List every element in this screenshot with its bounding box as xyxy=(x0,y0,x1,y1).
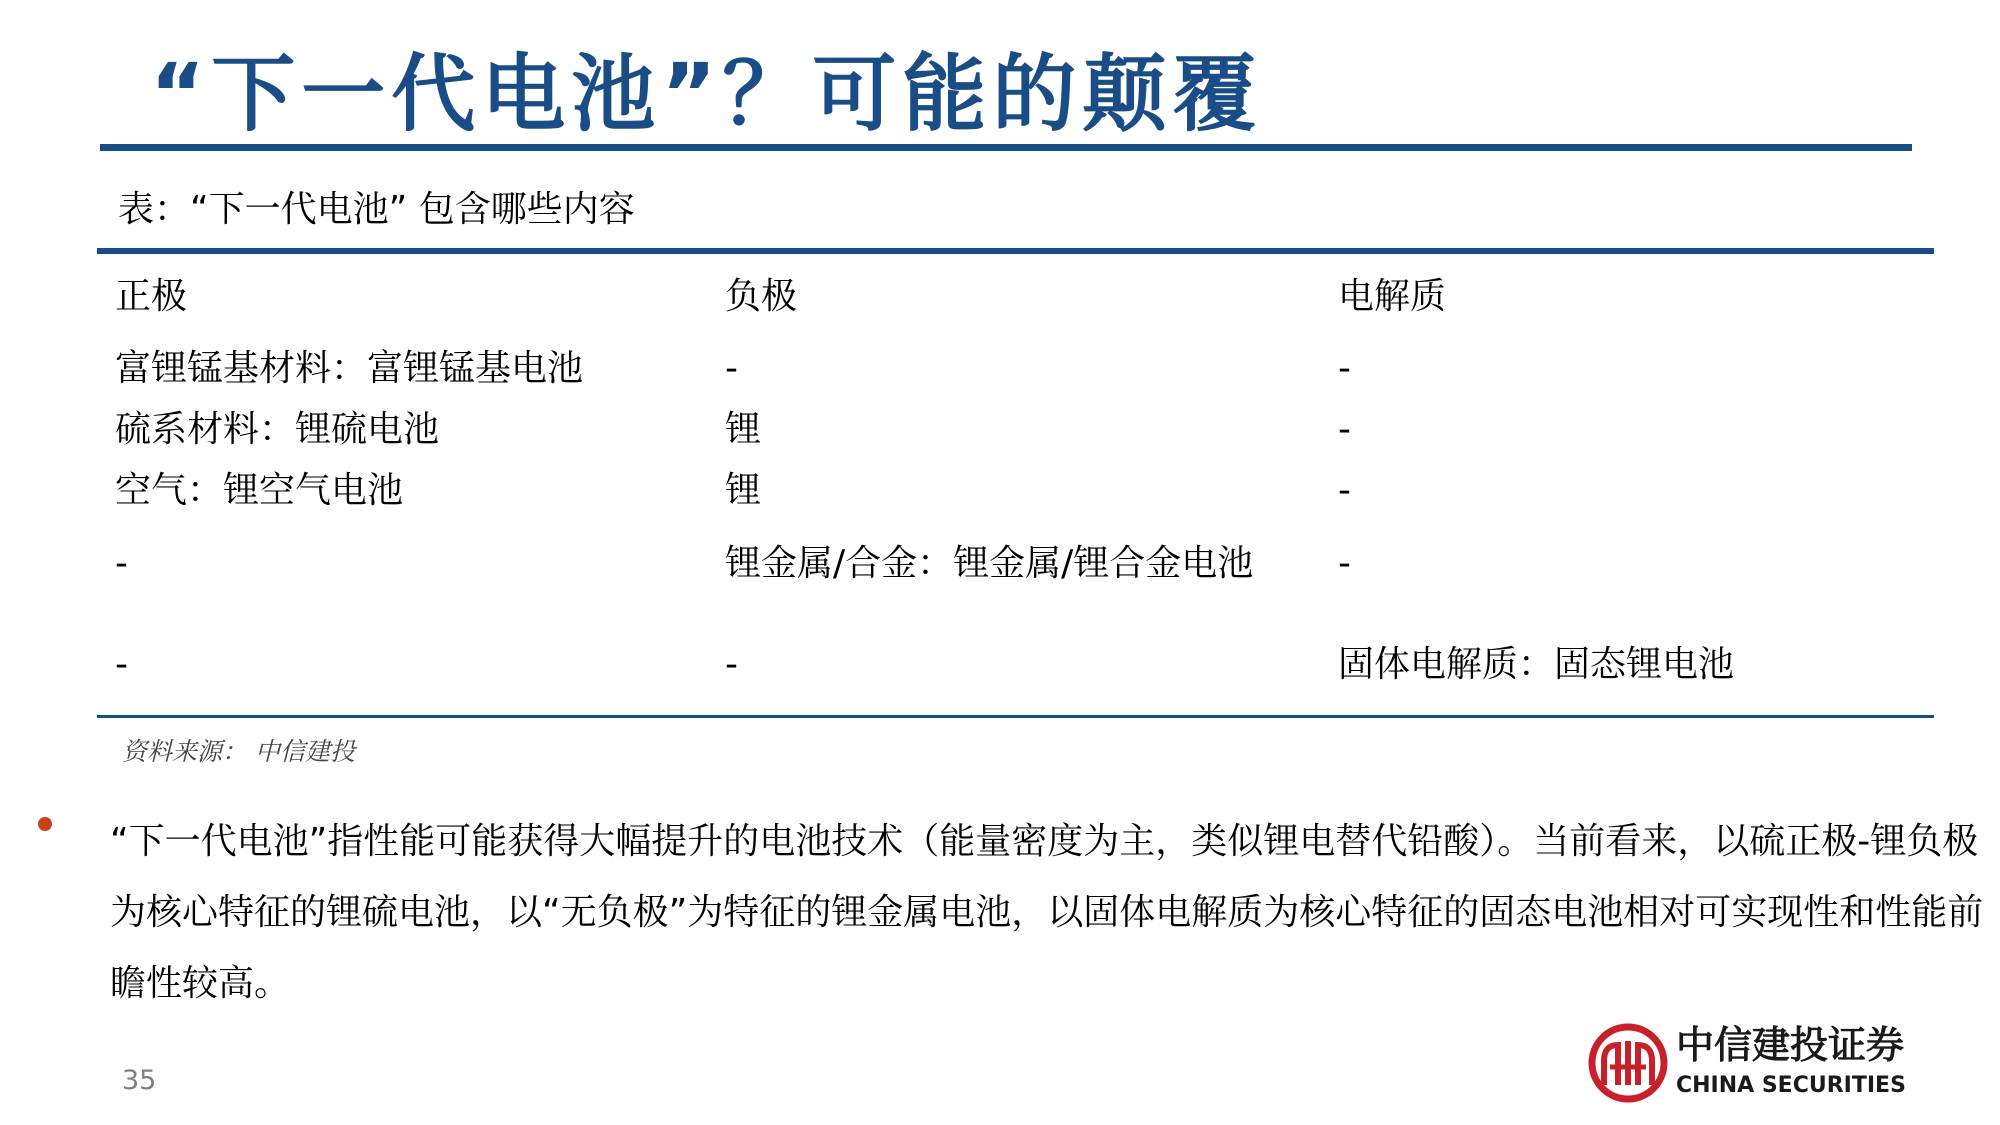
table-cell: - xyxy=(725,644,738,685)
source-note: 资料来源： 中信建投 xyxy=(122,737,355,766)
table-cell: - xyxy=(1338,470,1351,511)
table-cell: 锂 xyxy=(725,409,762,450)
china-securities-logo-mark-icon xyxy=(1588,1023,1668,1103)
table-cell: - xyxy=(725,348,738,389)
table-header-cathode: 正极 xyxy=(115,276,188,317)
table-cell: - xyxy=(115,543,128,584)
page-number: 35 xyxy=(122,1065,157,1096)
table-cell: 空气：锂空气电池 xyxy=(115,470,404,511)
table-cell: 固体电解质：固态锂电池 xyxy=(1338,644,1735,685)
table-cell: - xyxy=(1338,409,1351,450)
china-securities-logo xyxy=(1588,1023,1908,1103)
summary-paragraph: “下一代电池”指性能可能获得大幅提升的电池技术（能量密度为主，类似锂电替代铅酸）。当前看来，以硫正极-锂负极为核心特征的锂硫电池，以“无负极”为特征的锂金属电池，以固体电解质为核心特征的固态电池相对可实现性和性能前瞻性较高。 xyxy=(110,821,1984,1004)
table-cell: 硫系材料：锂硫电池 xyxy=(115,409,440,450)
table-caption: 表：“下一代电池” 包含哪些内容 xyxy=(118,189,635,230)
table-cell: - xyxy=(1338,348,1351,389)
table-cell: - xyxy=(115,644,128,685)
table-cell: 锂 xyxy=(725,470,762,511)
logo-name-english: CHINA SECURITIES xyxy=(1676,1073,1906,1098)
table-top-rule xyxy=(97,248,1934,254)
table-cell: - xyxy=(1338,543,1351,584)
table-cell: 锂金属/合金：锂金属/锂合金电池 xyxy=(725,543,1254,584)
slide-title: “下一代电池”？可能的颠覆 xyxy=(150,45,1263,143)
bullet-dot-icon xyxy=(38,817,52,831)
logo-name-chinese: 中信建投证券 xyxy=(1676,1023,1905,1067)
table-cell: 富锂锰基材料：富锂锰基电池 xyxy=(115,348,584,389)
table-header-electrolyte: 电解质 xyxy=(1338,276,1447,317)
table-header-anode: 负极 xyxy=(725,276,798,317)
table-bottom-rule xyxy=(97,715,1934,718)
title-divider xyxy=(100,144,1912,151)
